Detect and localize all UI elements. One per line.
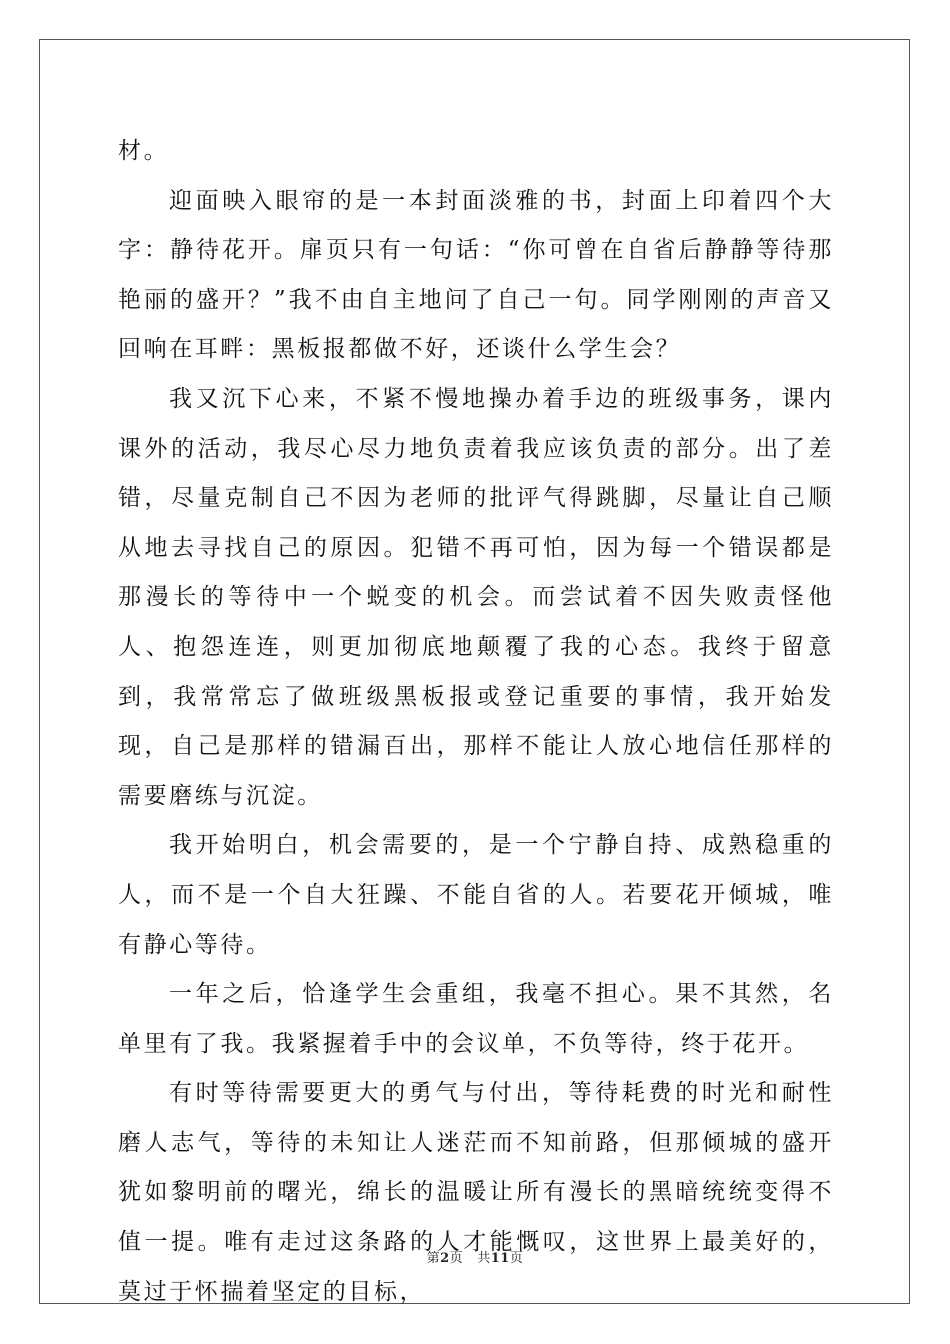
total-prefix: 共 — [477, 1251, 491, 1266]
paragraph: 我又沉下心来，不紧不慢地操办着手边的班级事务，课内课外的活动，我尽心尽力地负责着我应该负责的部分。出了差错，尽量克制自己不因为老师的批评气得跳脚，尽量让自己顺从地去寻找自己的原因。犯错不再可怕，因为每一个错误都是那漫长的等待中一个蜕变的机会。而尝试着不因失败责怪他人、抱怨连连，则更加彻底地颠覆了我的心态。我终于留意到，我常常忘了做班级黑板报或登记重要的事情，我开始发现，自己是那样的错漏百出，那样不能让人放心地信任那样的需要磨练与沉淀。 — [118, 385, 834, 809]
paragraph: 我开始明白，机会需要的，是一个宁静自持、成熟稳重的人，而不是一个自大狂躁、不能自省的人。若要花开倾城，唯有静心等待。 — [118, 832, 834, 958]
paragraph: 一年之后，恰逢学生会重组，我毫不担心。果不其然，名单里有了我。我紧握着手中的会议单，不负等待，终于花开。 — [118, 981, 834, 1057]
total-pages: 11 — [490, 1251, 510, 1266]
page-number: 2 — [440, 1251, 450, 1266]
page-prefix: 第 — [426, 1251, 441, 1266]
paragraph-continuation: 材。 — [118, 138, 170, 164]
page-suffix: 页 — [449, 1251, 464, 1266]
page-footer — [0, 1247, 950, 1266]
document-body — [118, 127, 834, 1317]
total-suffix: 页 — [509, 1251, 524, 1266]
paragraph: 有时等待需要更大的勇气与付出，等待耗费的时光和耐性磨人志气，等待的未知让人迷茫而不知前路，但那倾城的盛开犹如黎明前的曙光，绵长的温暖让所有漫长的黑暗统统变得不值一提。唯有走过这条路的人才能慨叹，这世界上最美好的，莫过于怀揣着坚定的目标， — [118, 1080, 834, 1305]
paragraph: 迎面映入眼帘的是一本封面淡雅的书，封面上印着四个大字：静待花开。扉页只有一句话：“你可曾在自省后静静等待那艳丽的盛开？”我不由自主地问了自己一句。同学刚刚的声音又回响在耳畔：黑板报都做不好，还谈什么学生会？ — [118, 187, 834, 363]
